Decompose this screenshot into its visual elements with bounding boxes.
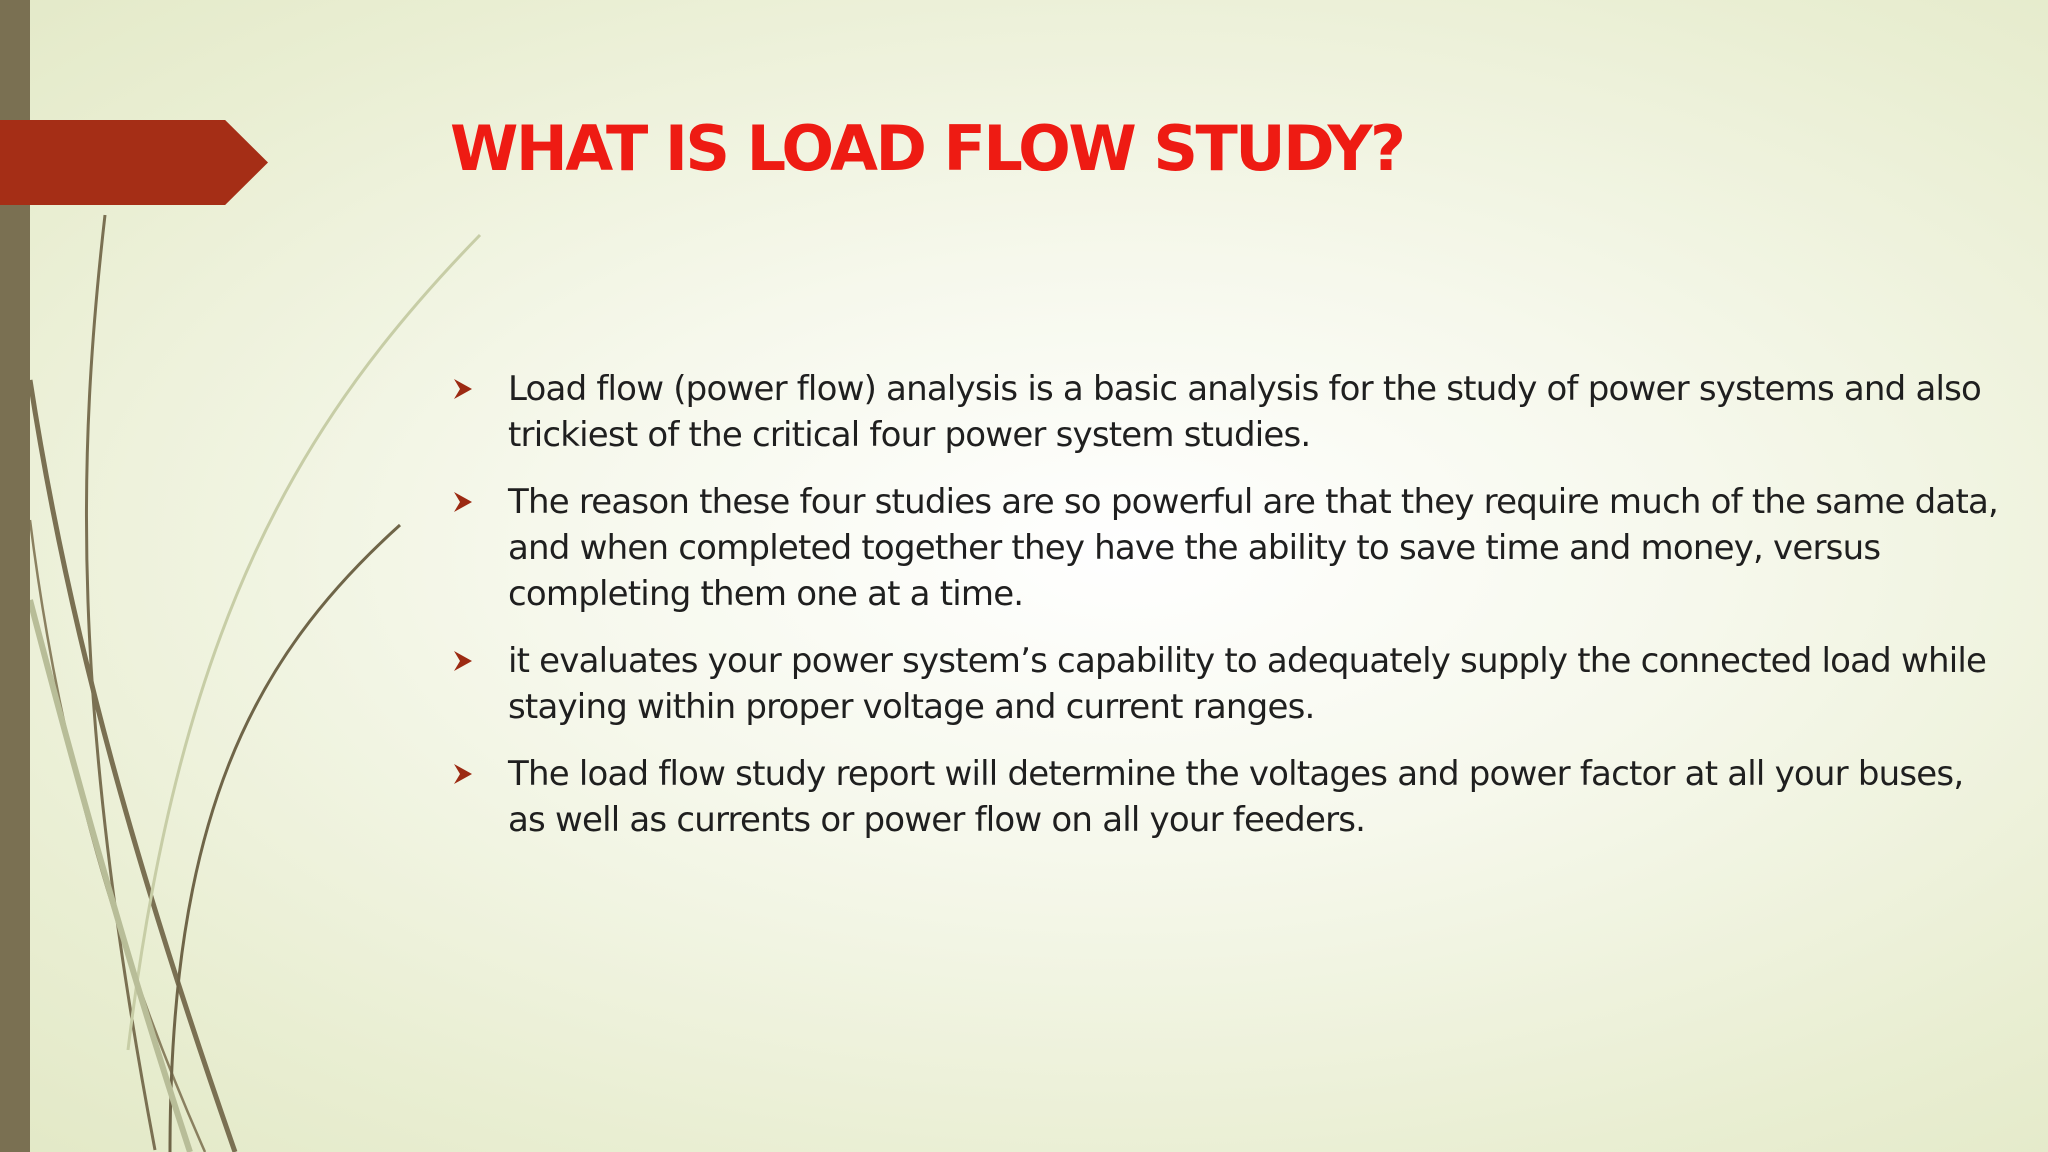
arrowhead-bullet-icon [453, 763, 473, 785]
slide-title: WHAT IS LOAD FLOW STUDY? [450, 112, 1404, 185]
arrowhead-bullet-icon [453, 491, 473, 513]
arrowhead-bullet-icon [453, 650, 473, 672]
bullet-item [450, 751, 2010, 843]
bullet-item [450, 366, 2010, 458]
bullet-list [450, 366, 2010, 864]
arrowhead-bullet-icon [453, 378, 473, 400]
bullet-text: Load flow (power flow) analysis is a basic analysis for the study of power systems and also trickiest of the critical four power system studies. [508, 369, 1982, 455]
bullet-text: The reason these four studies are so powerful are that they require much of the same data, and when completed together they have the ability to save time and money, versus completing them one at a time. [508, 482, 1999, 614]
arrow-banner-shape [0, 120, 268, 205]
bullet-item [450, 638, 2010, 730]
bullet-text: The load flow study report will determine the voltages and power factor at all your buses, as well as currents or power flow on all your feeders. [508, 754, 1964, 840]
bullet-text: it evaluates your power system’s capability to adequately supply the connected load while staying within proper voltage and current ranges. [508, 641, 1987, 727]
bullet-item [450, 479, 2010, 617]
